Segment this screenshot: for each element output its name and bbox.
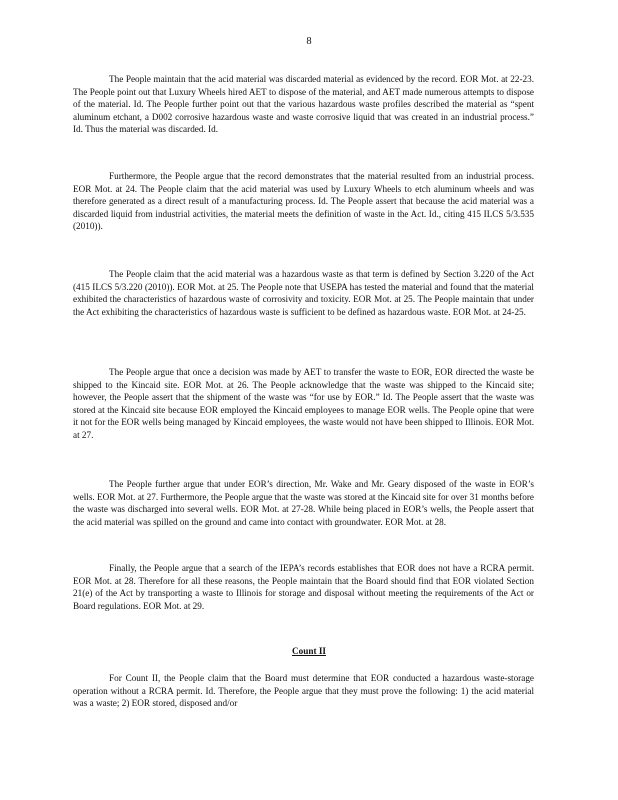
paragraph-industrial-process: Furthermore, the People argue that the record demonstrates that the material resulted from an industrial process. EOR Mot. at 24. The People claim that the acid material was used by Luxury Wheels to etch aluminum wheels and was therefore generated as a direct result of a manufacturing process. Id. The People assert that because the acid material was a discarded liquid from industrial activities, the material meets the definition of waste in the Act. Id., citing 415 ILCS 5/3.535 (2010)). — [73, 171, 534, 232]
paragraph-hazardous-waste: The People claim that the acid material was a hazardous waste as that term is defined by Section 3.220 of the Act (415 ILCS 5/3.220 (2010)). EOR Mot. at 25. The People note that USEPA has tested the material and found that the material exhibited the characteristics of hazardous waste of corrosivity and toxicity. EOR Mot. at 25. The People maintain that under the Act exhibiting the characteristics of hazardous waste is sufficient to be defined as hazardous waste. EOR Mot. at 24-25. — [73, 269, 534, 317]
paragraph-discarded-material: The People maintain that the acid material was discarded material as evidenced by the record. EOR Mot. at 22-23. The People point out that Luxury Wheels hired AET to dispose of the material, and AET made numerous attempts to dispose of the material. Id. The People further point out that the various hazardous waste profiles described the material as “spent aluminum etchant, a D002 corrosive hazardous waste and waste corrosive liquid that was created in an industrial process.” Id. Thus the material was discarded. Id. — [73, 74, 534, 135]
paragraph-disposal-wells: The People further argue that under EOR’s direction, Mr. Wake and Mr. Geary disposed of the waste in EOR’s wells. EOR Mot. at 27. Furthermore, the People argue that the waste was stored at the Kincaid site for over 31 months before the waste was discharged into several wells. EOR Mot. at 27-28. While being placed in EOR’s wells, the People assert that the acid material was spilled on the ground and came into contact with groundwater. EOR Mot. at 28. — [73, 479, 534, 527]
paragraph-count-two: For Count II, the People claim that the Board must determine that EOR conducted a hazardous waste-storage operation without a RCRA permit. Id. Therefore, the People argue that they must prove the following: 1) the acid material was a waste; 2) EOR stored, disposed and/or — [73, 673, 534, 709]
paragraph-shipment: The People argue that once a decision was made by AET to transfer the waste to EOR, EOR directed the waste be shipped to the Kincaid site. EOR Mot. at 26. The People acknowledge that the waste was shipped to the Kincaid site; however, the People assert that the shipment of the waste was “for use by EOR.” Id. The People assert that the waste was stored at the Kincaid site because EOR employed the Kincaid employees to manage EOR wells. The People opine that were it not for the EOR wells being managed by Kincaid employees, the waste would not have been shipped to Illinois. EOR Mot. at 27. — [73, 367, 534, 440]
paragraph-rcra-permit: Finally, the People argue that a search of the IEPA’s records establishes that EOR does not have a RCRA permit. EOR Mot. at 28. Therefore for all these reasons, the People maintain that the Board should find that EOR violated Section 21(e) of the Act by transporting a waste to Illinois for storage and disposal without meeting the requirements of the Act or Board regulations. EOR Mot. at 29. — [73, 563, 534, 611]
section-heading — [0, 645, 618, 657]
page-number: 8 — [306, 36, 312, 47]
section-heading-text: Count II — [292, 646, 326, 656]
